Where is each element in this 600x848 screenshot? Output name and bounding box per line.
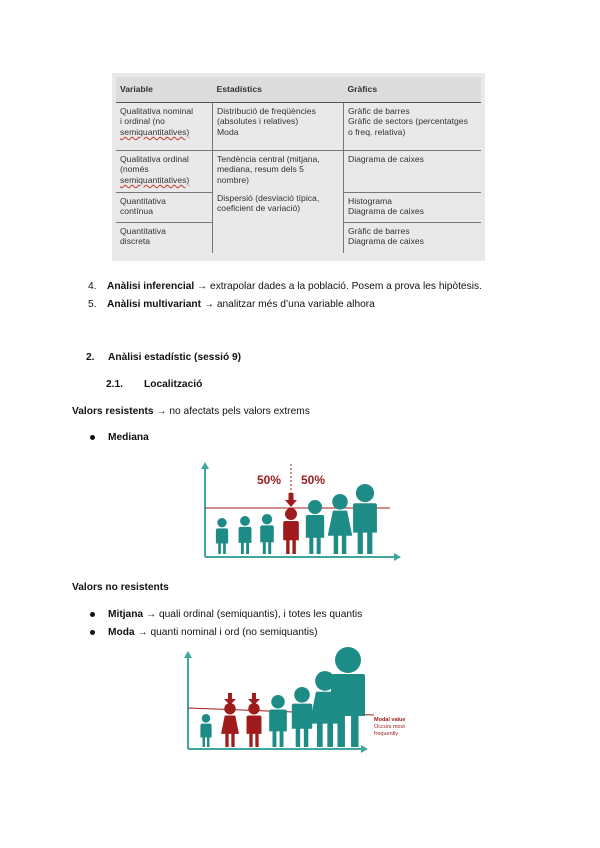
x-axis-arrow-icon xyxy=(394,553,401,561)
list-number: 5. xyxy=(88,299,97,310)
section-title: Anàlisi estadístic (sessió 9) xyxy=(108,352,242,363)
list-number: 4. xyxy=(88,281,97,292)
bullet-dot xyxy=(90,630,95,635)
cell-line: Diagrama de caixes xyxy=(348,236,424,247)
table-row xyxy=(116,103,481,151)
table-cell xyxy=(116,223,213,253)
person-icon xyxy=(239,516,252,554)
people-figures xyxy=(216,484,377,554)
table-header-grafics: Gràfics xyxy=(344,77,482,103)
mediana-label: Mediana xyxy=(108,432,149,443)
cell-line: mediana, resum dels 5 xyxy=(217,164,304,175)
list-item-text xyxy=(107,280,482,293)
table-cell xyxy=(344,103,482,151)
person-icon xyxy=(200,714,211,747)
table-cell xyxy=(213,151,344,193)
statistics-table xyxy=(116,77,481,253)
list-item-rest: → extrapolar dades a la població. Posem a prova les hipòtesis. xyxy=(194,281,482,292)
person-icon xyxy=(331,647,365,747)
bullet-dot xyxy=(90,435,95,440)
person-icon xyxy=(216,518,228,554)
cell-line: Diagrama de caixes xyxy=(348,154,424,164)
cell-line: (absolutes i relatives) xyxy=(217,116,299,127)
cell-line: semiquantitatives) xyxy=(120,126,190,137)
cell-line: Qualitativa ordinal xyxy=(120,154,189,164)
table-row xyxy=(116,151,481,193)
list-item xyxy=(88,280,97,293)
cell-line: discreta xyxy=(120,236,151,247)
table-header-row xyxy=(116,77,481,103)
bullet-moda xyxy=(108,626,318,639)
median-illustration xyxy=(195,460,405,565)
cell-line: Quantitativa xyxy=(120,226,166,236)
cell-line: Distribució de freqüències xyxy=(217,106,316,116)
list-item-bold: Anàlisi inferencial xyxy=(107,281,195,292)
table-cell xyxy=(344,193,482,223)
x-axis-arrow-icon xyxy=(361,745,368,753)
table-header-variable: Variable xyxy=(116,77,213,103)
cell-line: Qualitativa nominal xyxy=(120,106,194,116)
cell-line: (només xyxy=(120,164,149,175)
cell-line: Histograma xyxy=(348,196,392,206)
table-cell xyxy=(213,193,344,253)
table-header-estadistics: Estadístics xyxy=(213,77,344,103)
cell-line: nombre) xyxy=(217,174,249,185)
bullet-rest: → quali ordinal (semiquantis), i totes les quantis xyxy=(143,609,363,620)
list-item-text xyxy=(107,298,375,311)
table-cell xyxy=(116,193,213,223)
person-icon xyxy=(306,500,324,554)
person-icon xyxy=(292,687,312,747)
table-cell xyxy=(213,103,344,151)
statistics-table-frame xyxy=(112,73,485,261)
bullet-bold: Moda xyxy=(108,627,135,638)
bullet-dot xyxy=(90,612,95,617)
y-axis-arrow-icon xyxy=(184,651,192,658)
mode-illustration xyxy=(178,647,418,757)
cell-line: Gràfic de barres xyxy=(348,106,410,116)
cell-line: Gràfic de barres xyxy=(348,226,410,236)
cell-line: contínua xyxy=(120,206,153,217)
modal-value-label: Modal value xyxy=(374,717,406,723)
cell-line: i ordinal (no xyxy=(120,116,165,127)
down-arrow-icon xyxy=(285,493,297,507)
table-cell xyxy=(344,223,482,253)
people-figures xyxy=(200,647,365,747)
cell-line: Diagrama de caixes xyxy=(348,206,424,217)
cell-line: Moda xyxy=(217,126,239,137)
resistents-line xyxy=(72,405,310,418)
cell-line: Dispersió (desviació típica, xyxy=(217,192,320,203)
list-item-rest: → analitzar més d’una variable alhora xyxy=(200,299,375,310)
cell-line: o freq. relativa) xyxy=(348,126,406,137)
person-icon xyxy=(247,703,262,747)
y-axis-arrow-icon xyxy=(201,462,209,469)
list-item-bold: Anàlisi multivariant xyxy=(107,299,201,310)
table-cell xyxy=(116,151,213,193)
person-icon xyxy=(260,514,274,554)
person-icon xyxy=(353,484,377,554)
table-cell xyxy=(116,103,213,151)
person-icon xyxy=(269,695,287,747)
bullet-bold: Mitjana xyxy=(108,609,144,620)
subsection-number: 2.1. xyxy=(106,379,123,390)
modal-desc-2: frequently xyxy=(374,731,399,737)
table-row xyxy=(116,193,481,223)
subsection-title: Localització xyxy=(144,379,203,390)
left-percent: 50% xyxy=(257,473,282,487)
section-number: 2. xyxy=(86,352,95,363)
right-percent: 50% xyxy=(301,473,326,487)
cell-line: Gràfic de sectors (percentatges xyxy=(348,116,468,127)
cell-line: coeficient de variació) xyxy=(217,202,301,213)
resistents-rest: → no afectats pels valors extrems xyxy=(153,406,310,417)
list-item xyxy=(88,298,97,311)
person-icon xyxy=(328,494,352,554)
modal-desc-1: Occurs most xyxy=(374,724,405,730)
cell-line: Tendència central (mitjana, xyxy=(217,154,320,164)
cell-line: Quantitativa xyxy=(120,196,166,206)
bullet-rest: → quanti nominal i ord (no semiquantis) xyxy=(134,627,318,638)
bullet-mitjana xyxy=(108,608,362,621)
table-cell xyxy=(344,151,482,193)
person-icon xyxy=(283,508,299,554)
no-resistents-label: Valors no resistents xyxy=(72,582,169,593)
cell-line: semiquantitatives) xyxy=(120,174,190,185)
resistents-bold: Valors resistents xyxy=(72,406,154,417)
